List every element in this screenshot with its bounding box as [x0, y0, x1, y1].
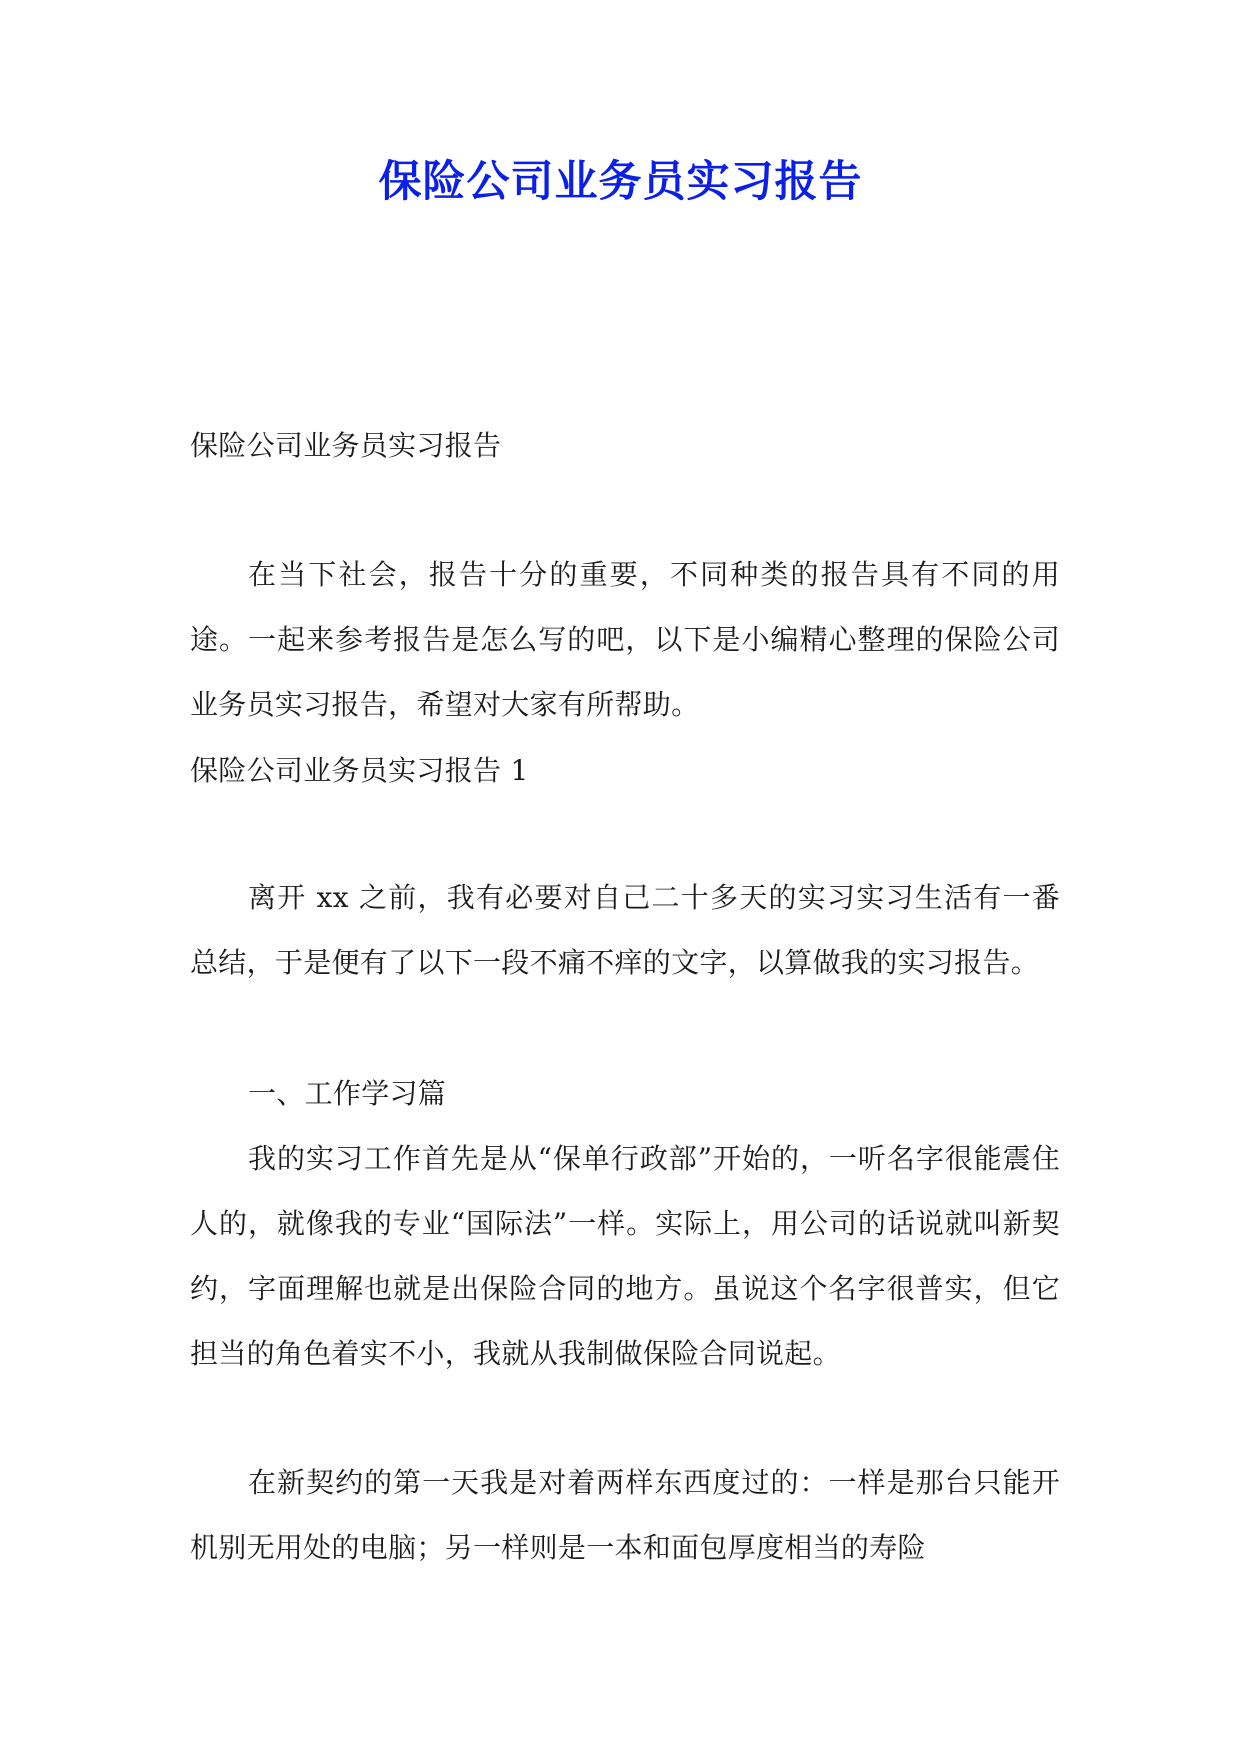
paragraph-leave: 离开 xx 之前，我有必要对自己二十多天的实习实习生活有一番总结，于是便有了以下一段不痛不痒的文字，以算做我的实习报告。	[190, 881, 1060, 979]
paragraph-intro: 在当下社会，报告十分的重要，不同种类的报告具有不同的用途。一起来参考报告是怎么写的吧，以下是小编精心整理的保险公司业务员实习报告，希望对大家有所帮助。	[190, 558, 1060, 721]
paragraph-first-day: 在新契约的第一天我是对着两样东西度过的：一样是那台只能开机别无用处的电脑；另一样则是一本和面包厚度相当的寿险	[190, 1466, 1060, 1564]
subtitle: 保险公司业务员实习报告	[190, 429, 502, 462]
paragraph-work: 我的实习工作首先是从“保单行政部”开始的，一听名字很能震住人的，就像我的专业“国际法”一样。实际上，用公司的话说就叫新契约，字面理解也就是出保险合同的地方。虽说这个名字很普实，但它担当的角色着实不小，我就从我制做保险合同说起。	[190, 1142, 1060, 1370]
section-heading-work-study: 一、工作学习篇	[248, 1077, 447, 1110]
report-1-heading: 保险公司业务员实习报告 1	[190, 754, 529, 787]
document-title: 保险公司业务员实习报告	[378, 157, 863, 207]
